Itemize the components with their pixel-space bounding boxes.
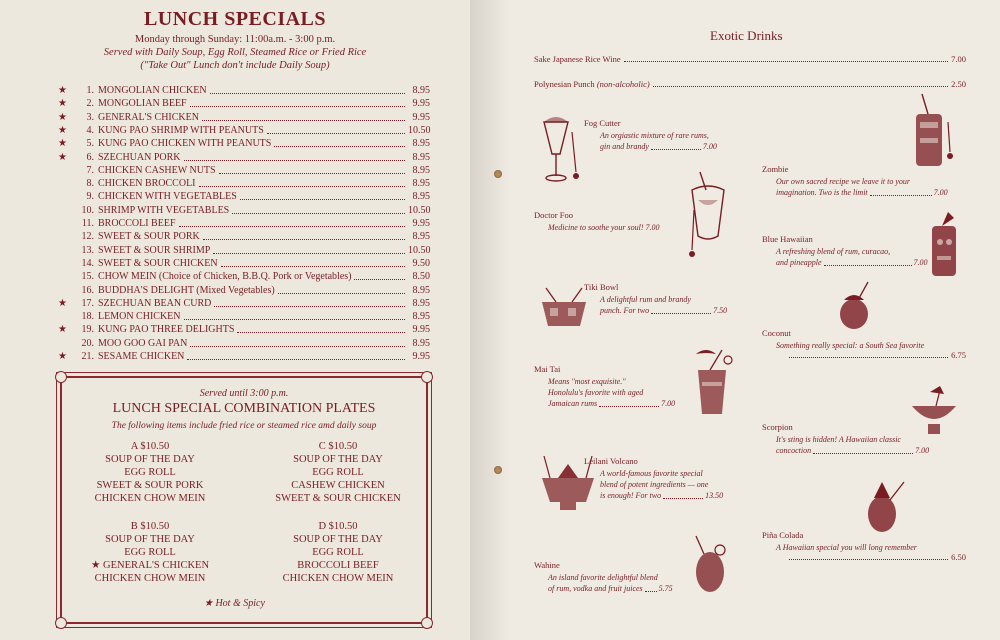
item-number: 3.: [86, 111, 94, 123]
plate-line: CHICKEN CHOW MEIN: [94, 573, 206, 584]
item-price: 8.95: [412, 191, 430, 203]
item-number: 5.: [86, 138, 94, 150]
wahine-desc: [548, 572, 673, 594]
item-name: GENERAL'S CHICKEN: [98, 111, 199, 123]
dot-leader: [210, 93, 405, 94]
item-number: 6.: [86, 151, 94, 163]
pina-colada-pineapple-icon: [862, 478, 912, 538]
dot-leader: [213, 253, 405, 254]
drink-price: 7.00: [951, 54, 966, 64]
spicy-star-icon: ★: [58, 124, 67, 136]
pina-colada-price-line: [786, 552, 966, 562]
dot-leader: [190, 106, 405, 107]
doctor-foo-desc: [548, 222, 660, 233]
dot-leader: [267, 133, 405, 134]
menu-item-row: [58, 337, 430, 350]
item-name: MOO GOO GAI PAN: [98, 337, 188, 349]
item-name: CHICKEN BROCCOLI: [98, 178, 196, 190]
combo-plate-d: [258, 520, 418, 585]
mai-tai-desc: [548, 376, 675, 409]
spicy-star-icon: ★: [58, 138, 67, 150]
item-name: LEMON CHICKEN: [98, 311, 181, 323]
desc-line: and pineapple: [776, 258, 822, 267]
menu-item-row: [58, 244, 430, 257]
dot-leader: [870, 195, 932, 196]
menu-item-row: [58, 137, 430, 150]
menu-item-row: [58, 270, 430, 283]
desc-line: is enough! For two: [600, 491, 662, 500]
desc-line: imagination. Two is the limit: [776, 188, 868, 197]
mai-tai-glass-icon: [692, 346, 738, 418]
item-name: KUNG PAO SHRIMP WITH PEANUTS: [98, 124, 264, 136]
dot-leader: [221, 266, 405, 267]
desc-line: It's sting is hidden! A Hawaiian classic: [776, 435, 901, 444]
spicy-star-icon: ★: [58, 85, 67, 96]
item-price: 10.50: [408, 244, 431, 256]
tiki-bowl-name: Tiki Bowl: [584, 282, 619, 292]
plate-line: ★ GENERAL'S CHICKEN: [90, 560, 210, 571]
dot-leader: [824, 265, 912, 266]
blue-hawaiian-tiki-mug-icon: [928, 212, 968, 282]
fog-cutter-desc: [600, 130, 717, 152]
item-number: 17.: [81, 297, 94, 309]
combo-subtitle: The following items include fried rice or steamed rice amd daily soup: [111, 421, 377, 431]
plate-line: SOUP OF THE DAY: [105, 534, 195, 545]
item-price: 8.95: [412, 231, 430, 243]
blue-hawaiian-desc: [776, 246, 928, 268]
drink-price: 7.00: [915, 446, 930, 455]
item-price: 9.95: [412, 218, 430, 229]
menu-item-row: [58, 323, 430, 336]
menu-item-row: [58, 297, 430, 310]
page-fold-shadow: [470, 0, 510, 640]
plate-header: A $10.50: [130, 441, 170, 452]
item-number: 21.: [81, 351, 94, 362]
item-name: MONGOLIAN BEEF: [98, 98, 187, 110]
item-number: 9.: [86, 191, 94, 203]
coconut-price-line: [786, 350, 966, 360]
wahine-name: Wahine: [534, 560, 560, 570]
hours-text: Monday through Sunday: 11:00a.m. - 3:00 p.m.: [134, 34, 336, 45]
item-price: 8.50: [412, 271, 430, 283]
item-name: SZECHUAN PORK: [98, 151, 181, 163]
dot-leader: [789, 357, 948, 358]
drinks-title: Exotic Drinks: [710, 28, 783, 43]
zombie-desc: [776, 176, 948, 198]
drink-price: 5.75: [658, 584, 673, 593]
item-price: 9.95: [412, 324, 430, 336]
exotic-drinks-page: [470, 0, 1000, 640]
item-number: 13.: [81, 244, 94, 256]
item-price: 8.95: [412, 337, 430, 349]
dot-leader: [199, 186, 405, 187]
dot-leader: [354, 279, 405, 280]
tiki-bowl-desc: [600, 294, 727, 316]
spicy-star-icon: ★: [58, 297, 67, 309]
take-out-note: ("Take Out" Lunch don't include Daily Soup): [140, 60, 330, 71]
item-name: SWEET & SOUR SHRIMP: [98, 244, 211, 256]
item-name: CHOW MEIN (Choice of Chicken, B.B.Q. Pork or Vegetables): [98, 271, 352, 283]
item-number: 19.: [81, 324, 94, 336]
item-number: 20.: [81, 337, 94, 349]
scorpion-name: Scorpion: [762, 422, 793, 432]
menu-item-row: [58, 230, 430, 243]
page-title: LUNCH SPECIALS: [143, 8, 327, 30]
menu-item-row: [58, 310, 430, 323]
item-name: MONGOLIAN CHICKEN: [98, 85, 207, 96]
menu-item-row: [58, 204, 430, 217]
desc-line: blend of potent ingredients — one: [600, 480, 709, 489]
item-price: 8.95: [412, 151, 430, 163]
scorpion-desc: [776, 434, 929, 456]
plate-line: SOUP OF THE DAY: [293, 454, 383, 465]
dot-leader: [274, 146, 405, 147]
plate-line: EGG ROLL: [312, 467, 364, 478]
desc-line: A delightful rum and brandy: [600, 295, 691, 304]
desc-line: An island favorite delightful blend: [548, 573, 658, 582]
plate-header: C $10.50: [318, 441, 358, 452]
drink-price: 6.75: [951, 350, 966, 360]
fog-cutter-glass-icon: [538, 112, 586, 192]
corner-ornament: [55, 617, 67, 629]
item-name: SWEET & SOUR PORK: [98, 231, 200, 243]
dot-leader: [214, 306, 405, 307]
combination-plates-box: [60, 376, 428, 624]
coconut-drink-icon: [836, 282, 876, 332]
dot-leader: [232, 213, 405, 214]
drink-price: 7.00: [645, 223, 660, 232]
spicy-star-icon: ★: [58, 324, 67, 336]
item-name: BUDDHA'S DELIGHT (Mixed Vegetables): [98, 284, 275, 296]
menu-item-row: [58, 164, 430, 177]
item-price: 8.95: [412, 284, 430, 296]
item-number: 14.: [81, 257, 94, 269]
desc-line: An orgiastic mixture of rare rums,: [600, 131, 709, 140]
drink-price: 7.00: [661, 399, 676, 408]
item-price: 8.95: [412, 178, 430, 190]
item-name: KUNG PAO THREE DELIGHTS: [98, 324, 235, 336]
menu-item-row: [58, 190, 430, 203]
plate-line: SOUP OF THE DAY: [293, 534, 383, 545]
doctor-foo-glass-icon: [684, 170, 734, 260]
plate-line: CHICKEN CHOW MEIN: [282, 573, 394, 584]
dot-leader: [599, 406, 659, 407]
dot-leader: [645, 591, 657, 592]
desc-line: Our own sacred recipe we leave it to your: [776, 177, 911, 186]
drink-price: 7.00: [702, 142, 717, 151]
item-number: 1.: [86, 85, 94, 96]
binder-hole: [494, 466, 502, 474]
item-name: BROCCOLI BEEF: [98, 218, 176, 229]
dot-leader: [190, 346, 405, 347]
plate-line: EGG ROLL: [124, 467, 176, 478]
mai-tai-name: Mai Tai: [534, 364, 561, 374]
item-price: 8.95: [412, 164, 430, 176]
dot-leader: [202, 120, 405, 121]
item-name: KUNG PAO CHICKEN WITH PEANUTS: [98, 138, 272, 150]
hot-spicy-legend: ★ Hot & Spicy: [204, 598, 265, 609]
menu-item-row: [58, 177, 430, 190]
binder-hole: [494, 170, 502, 178]
item-price: 9.50: [412, 257, 430, 269]
menu-item-row: [58, 84, 430, 97]
plate-line: SWEET & SOUR CHICKEN: [275, 493, 401, 504]
item-number: 18.: [81, 311, 94, 323]
dot-leader: [237, 332, 405, 333]
dot-leader: [179, 226, 405, 227]
menu-item-row: [58, 151, 430, 164]
item-price: 9.95: [412, 98, 430, 110]
plate-line: SOUP OF THE DAY: [105, 454, 195, 465]
zombie-tiki-mug-icon: [910, 92, 960, 172]
combo-plate-b: [70, 520, 230, 585]
item-name: CHICKEN CASHEW NUTS: [98, 164, 216, 176]
tiki-bowl-icon: [536, 286, 592, 332]
menu-item-row: [58, 217, 430, 230]
item-number: 16.: [81, 284, 94, 296]
desc-line: Something really special: a South Sea favorite: [776, 341, 925, 350]
dot-leader: [240, 199, 405, 200]
served-until-text: Served until 3:00 p.m.: [199, 388, 289, 399]
item-number: 2.: [86, 98, 94, 110]
item-number: 12.: [81, 231, 94, 243]
menu-item-row: [58, 257, 430, 270]
spicy-star-icon: ★: [58, 111, 67, 123]
dot-leader: [219, 173, 405, 174]
desc-line: gin and brandy: [600, 142, 649, 151]
corner-ornament: [55, 371, 67, 383]
combo-plate-a: [70, 440, 230, 505]
desc-line: Jamaican rums: [548, 399, 598, 408]
drink-sake: [534, 54, 966, 64]
drink-price: 7.00: [913, 258, 928, 267]
pina-colada-name: Piña Colada: [762, 530, 804, 540]
plate-header: D $10.50: [318, 521, 358, 532]
plate-line: EGG ROLL: [312, 547, 364, 558]
wahine-glass-icon: [690, 534, 738, 598]
drink-price: 6.50: [951, 552, 966, 562]
menu-item-row: [58, 284, 430, 297]
item-number: 15.: [81, 271, 94, 283]
item-price: 8.95: [412, 311, 430, 323]
dot-leader: [653, 86, 948, 87]
item-price: 8.95: [412, 85, 430, 96]
spicy-star-icon: ★: [58, 351, 67, 362]
spicy-star-icon: ★: [58, 151, 67, 163]
plate-line: CHICKEN CHOW MEIN: [94, 493, 206, 504]
item-name: CHICKEN WITH VEGETABLES: [98, 191, 237, 203]
drink-price: 7.00: [933, 188, 948, 197]
dot-leader: [651, 149, 701, 150]
drink-name: Polynesian Punch: [534, 79, 595, 89]
plate-line: SWEET & SOUR PORK: [96, 480, 204, 491]
dot-leader: [813, 453, 913, 454]
item-price: 9.95: [412, 351, 430, 362]
combo-plate-c: [258, 440, 418, 505]
item-price: 10.50: [408, 124, 431, 136]
drink-price: 13.50: [705, 491, 724, 500]
dot-leader: [789, 559, 948, 560]
dot-leader: [187, 359, 405, 360]
dot-leader: [203, 239, 405, 240]
desc-line: A world-famous favorite special: [600, 469, 703, 478]
fog-cutter-name: Fog Cutter: [584, 118, 621, 128]
doctor-foo-name: Doctor Foo: [534, 210, 573, 220]
zombie-name: Zombie: [762, 164, 789, 174]
menu-item-row: [58, 97, 430, 110]
plate-line: CASHEW CHICKEN: [291, 480, 385, 491]
item-name: SZECHUAN BEAN CURD: [98, 297, 212, 309]
desc-line: punch. For two: [600, 306, 650, 315]
desc-line: of rum, vodka and fruit juices: [548, 584, 643, 593]
drink-polynesian-punch: [534, 79, 966, 89]
drink-note: (non-alcoholic): [596, 79, 650, 89]
drink-price: 7.50: [713, 306, 728, 315]
item-name: SHRIMP WITH VEGETABLES: [98, 204, 230, 216]
leilani-volcano-desc: [600, 468, 723, 501]
desc-line: A Hawaiian special you will long remember: [776, 543, 917, 552]
item-name: SESAME CHICKEN: [98, 351, 185, 362]
plate-line: EGG ROLL: [124, 547, 176, 558]
item-price: 9.95: [412, 111, 430, 123]
item-price: 8.95: [412, 138, 430, 150]
served-with-text: Served with Daily Soup, Egg Roll, Steamed Rice or Fried Rice: [103, 47, 367, 58]
dot-leader: [184, 160, 405, 161]
scorpion-bowl-icon: [906, 384, 962, 440]
plate-line: BROCCOLI BEEF: [297, 560, 379, 571]
item-number: 7.: [86, 164, 94, 176]
item-number: 11.: [81, 218, 94, 229]
lunch-specials-page: [0, 0, 470, 640]
leilani-volcano-name: Leilani Volcano: [584, 456, 638, 466]
dot-leader: [663, 498, 703, 499]
dot-leader: [651, 313, 711, 314]
blue-hawaiian-name: Blue Hawaiian: [762, 234, 813, 244]
item-number: 10.: [81, 204, 94, 216]
dot-leader: [278, 293, 405, 294]
corner-ornament: [421, 371, 433, 383]
menu-item-row: [58, 124, 430, 137]
spicy-star-icon: ★: [58, 98, 67, 110]
drink-price: 2.50: [951, 79, 966, 89]
menu-item-row: [58, 111, 430, 124]
dot-leader: [184, 319, 406, 320]
combo-title: LUNCH SPECIAL COMBINATION PLATES: [112, 401, 376, 416]
desc-line: Means "most exquisite.": [548, 377, 626, 386]
desc-line: concoction: [776, 446, 812, 455]
desc-line: A refreshing blend of rum, curacao,: [776, 247, 891, 256]
desc-line: Honolulu's favorite with aged: [548, 388, 644, 397]
desc-line: Medicine to soothe your soul!: [548, 223, 644, 232]
menu-item-row: [58, 350, 430, 363]
dot-leader: [624, 61, 949, 62]
item-number: 8.: [86, 178, 94, 190]
item-price: 8.95: [412, 297, 430, 309]
plate-header: B $10.50: [130, 521, 170, 532]
coconut-name: Coconut: [762, 328, 791, 338]
item-name: SWEET & SOUR CHICKEN: [98, 257, 218, 269]
drink-name: Sake Japanese Rice Wine: [534, 54, 621, 64]
corner-ornament: [421, 617, 433, 629]
item-number: 4.: [86, 124, 94, 136]
item-price: 10.50: [408, 204, 431, 216]
